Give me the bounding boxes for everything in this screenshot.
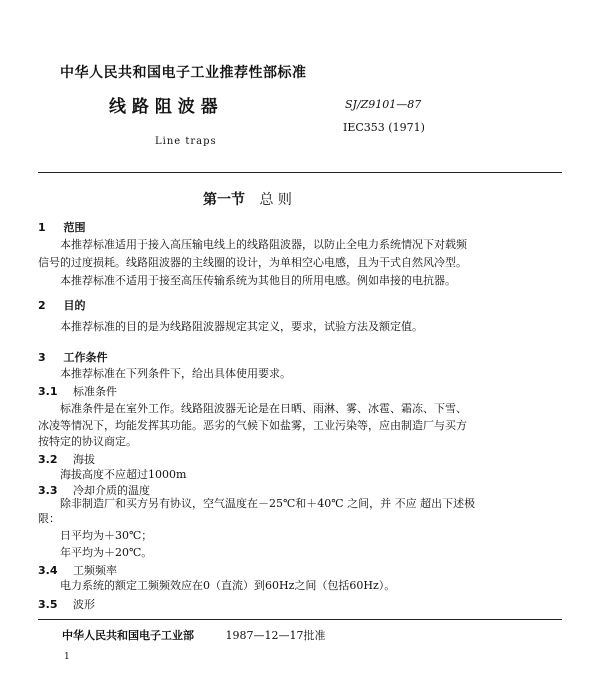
s1-heading: [38, 219, 86, 235]
s31-heading: [38, 383, 117, 399]
s34-number: 3.4: [38, 564, 58, 577]
s31-title: 标准条件: [73, 385, 117, 398]
s2-paragraph: 本推荐标准的目的是为线路阻波器规定其定义，要求，试验方法及额定值。: [60, 320, 423, 333]
s33-title: 冷却介质的温度: [73, 484, 150, 497]
section-heading: [203, 189, 292, 209]
s32-text: 海拔高度不应超过1000m: [60, 468, 187, 481]
s1-paragraph-line: 信号的过度损耗。线路阻波器的主线圈的设计，为单相空心电感，且为干式自然风冷型。: [38, 256, 467, 269]
standard-number: SJ/Z9101—87: [345, 98, 422, 111]
s34-text: 电力系统的额定工频频效应在0（直流）到60Hz之间（包括60Hz）。: [60, 579, 396, 592]
s35-heading: [38, 596, 95, 612]
iec-reference: IEC353 (1971): [343, 121, 425, 134]
s33-paragraph-line: 限：: [38, 512, 60, 525]
s3-number: 3: [38, 351, 46, 364]
s32-heading: [38, 451, 95, 467]
footer-issuer: 中华人民共和国电子工业部: [62, 629, 194, 642]
s1-paragraph-line: 本推荐标准适用于接入高压输电线上的线路阻波器，以防止全电力系统情况下对载频: [60, 238, 467, 251]
s31-paragraph-line: 冰凌等情况下，均能发挥其功能。恶劣的气候下如盐雾，工业污染等，应由制造厂与买方: [38, 419, 467, 432]
section-title: 总 则: [259, 192, 292, 208]
s1-title: 范围: [63, 221, 86, 234]
s2-heading: [38, 297, 86, 313]
s31-paragraph-line: 按特定的协议商定。: [38, 435, 137, 448]
s35-title: 波形: [73, 598, 95, 611]
s34-heading: [38, 562, 117, 578]
s33-paragraph-line: 除非制造厂和买方另有协议，空气温度在－25℃和＋40℃ 之间，并 不应 超出下述极: [60, 497, 476, 510]
english-title: Line traps: [155, 136, 217, 147]
s3-title: 工作条件: [63, 351, 108, 364]
footer-divider: [38, 619, 562, 620]
s2-title: 目的: [63, 299, 86, 312]
section-number: 第一节: [203, 192, 245, 208]
s2-number: 2: [38, 299, 46, 312]
document-title: 线 路 阻 波 器: [109, 97, 218, 117]
s35-number: 3.5: [38, 598, 58, 611]
footer: [62, 627, 326, 643]
page-number: 1: [64, 652, 70, 662]
header-divider: [38, 172, 562, 173]
s1-number: 1: [38, 221, 46, 234]
s31-paragraph-line: 标准条件是在室外工作。线路阻波器无论是在日晒、雨淋、雾、冰雹、霜冻、下雪、: [60, 402, 467, 415]
s32-title: 海拔: [73, 453, 95, 466]
s33-daily-average: 日平均为＋30℃；: [60, 529, 153, 542]
s1-paragraph-line: 本推荐标准不适用于接至高压传输系统为其他目的所用电感。例如串接的电抗器。: [60, 274, 456, 287]
s32-number: 3.2: [38, 453, 58, 466]
s3-intro: 本推荐标准在下列条件下，给出具体使用要求。: [60, 367, 291, 380]
s34-title: 工频频率: [73, 564, 117, 577]
s3-heading: [38, 349, 108, 365]
issuing-org-title: 中华人民共和国电子工业推荐性部标准: [60, 65, 307, 81]
footer-approval-date: 1987—12—17批准: [225, 629, 326, 642]
s31-number: 3.1: [38, 385, 58, 398]
s33-annual-average: 年平均为＋20℃。: [60, 546, 153, 559]
s33-number: 3.3: [38, 484, 58, 497]
